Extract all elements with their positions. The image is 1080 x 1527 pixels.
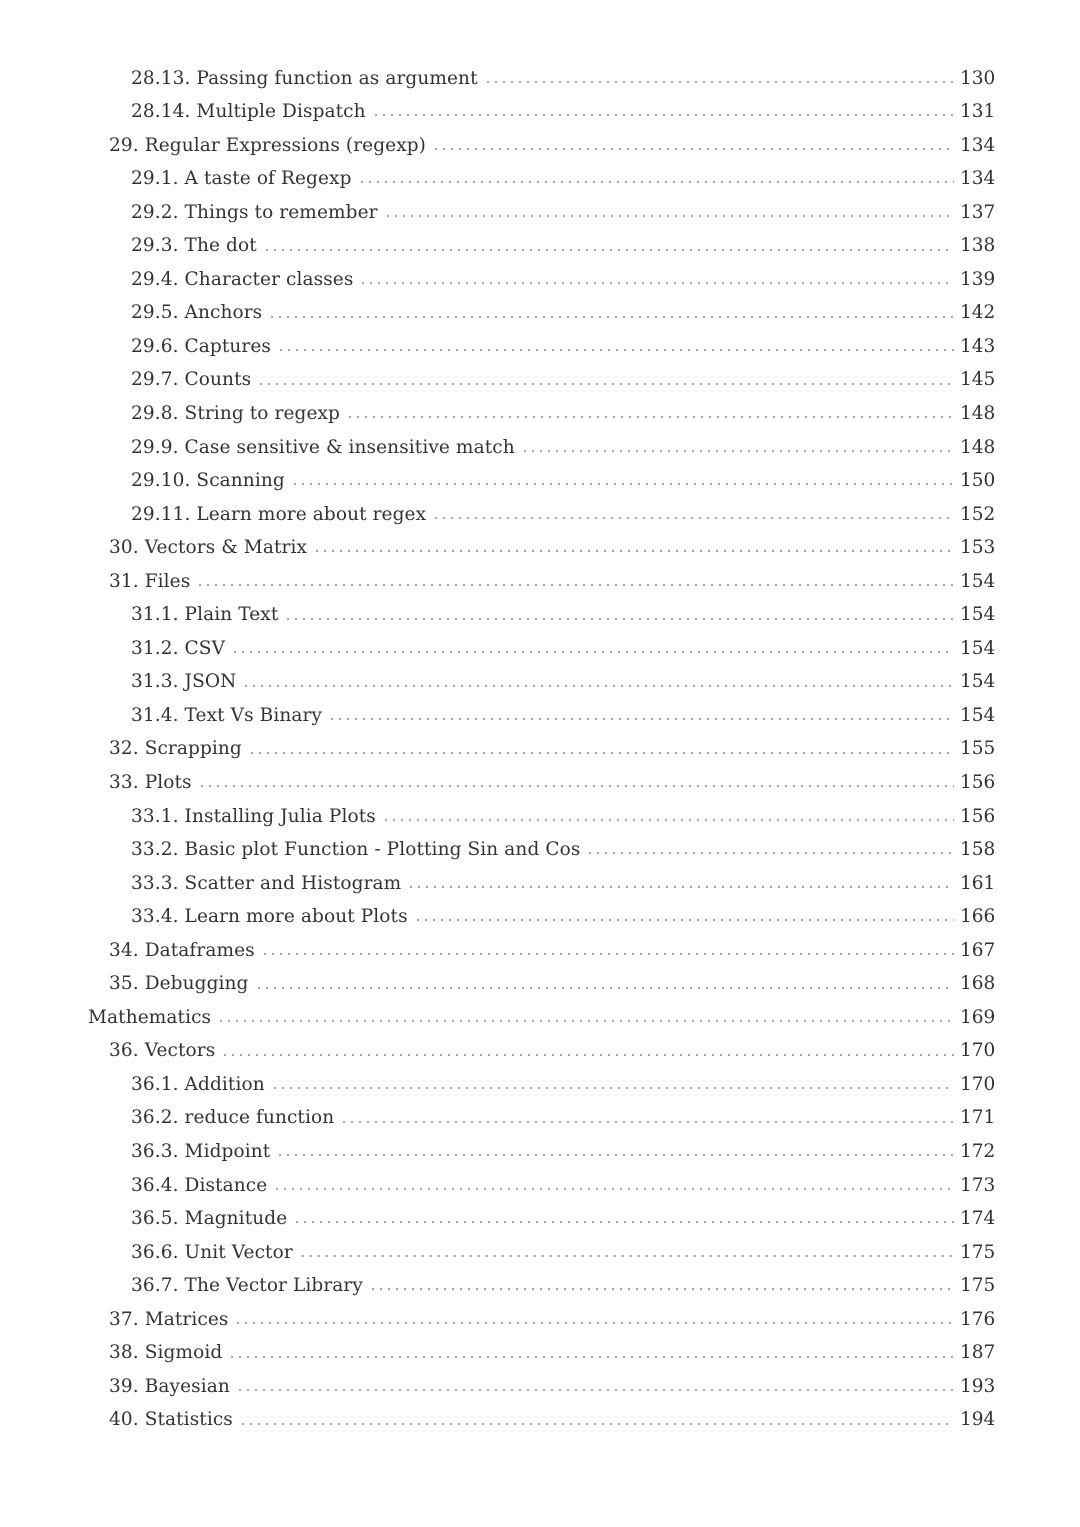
toc-entry-page-number: 169 [960, 1006, 996, 1028]
dot-leader [268, 308, 954, 326]
toc-entry[interactable] [0, 1068, 1080, 1102]
dot-leader [236, 1381, 954, 1399]
toc-entry[interactable] [0, 230, 1080, 264]
toc-entry[interactable] [0, 867, 1080, 901]
toc-entry-title: 37. Matrices [109, 1311, 234, 1330]
dot-leader [414, 911, 954, 929]
toc-entry[interactable] [0, 1136, 1080, 1170]
toc-entry[interactable] [0, 1102, 1080, 1136]
toc-entry[interactable] [0, 1236, 1080, 1270]
dot-leader [263, 241, 954, 259]
toc-entry-title: 29.6. Captures [131, 338, 277, 357]
dot-leader [372, 106, 954, 124]
dot-leader [484, 73, 954, 91]
toc-entry-title: 38. Sigmoid [109, 1344, 228, 1363]
toc-entry-page-number: 134 [960, 134, 996, 156]
toc-entry[interactable] [0, 1404, 1080, 1438]
toc-entry-page-number: 158 [960, 839, 996, 861]
toc-entry-title: 39. Bayesian [109, 1378, 236, 1397]
toc-entry[interactable] [0, 834, 1080, 868]
dot-leader [313, 542, 954, 560]
toc-entry-title: 30. Vectors & Matrix [109, 539, 313, 558]
toc-entry[interactable] [0, 699, 1080, 733]
toc-entry-title: 29.4. Character classes [131, 271, 359, 290]
toc-entry-title: 34. Dataframes [109, 942, 261, 961]
toc-entry-page-number: 153 [960, 537, 996, 559]
toc-entry-title: 33.2. Basic plot Function - Plotting Sin and Cos [131, 841, 586, 860]
toc-entry-page-number: 134 [960, 168, 996, 190]
toc-entry[interactable] [0, 263, 1080, 297]
toc-entry[interactable] [0, 196, 1080, 230]
toc-entry-title: 36.3. Midpoint [131, 1143, 276, 1162]
dot-leader [277, 341, 954, 359]
dot-leader [261, 945, 954, 963]
toc-entry-page-number: 143 [960, 335, 996, 357]
dot-leader [255, 979, 955, 997]
toc-entry-page-number: 166 [960, 906, 996, 928]
dot-leader [521, 442, 954, 460]
toc-entry-page-number: 194 [960, 1409, 996, 1431]
toc-entry[interactable] [0, 632, 1080, 666]
dot-leader [234, 1314, 954, 1332]
toc-entry-title: 31.1. Plain Text [131, 606, 284, 625]
toc-entry[interactable] [0, 934, 1080, 968]
dot-leader [382, 811, 954, 829]
toc-entry-page-number: 193 [960, 1375, 996, 1397]
toc-entry-title: 31.3. JSON [131, 673, 242, 692]
dot-leader [221, 1046, 954, 1064]
dot-leader [231, 643, 954, 661]
toc-entry-title: 31.4. Text Vs Binary [131, 707, 328, 726]
dot-leader [384, 207, 954, 225]
toc-entry-page-number: 167 [960, 939, 996, 961]
toc-entry[interactable] [0, 968, 1080, 1002]
toc-entry[interactable] [0, 766, 1080, 800]
toc-entry[interactable] [0, 1001, 1080, 1035]
toc-entry-page-number: 148 [960, 402, 996, 424]
toc-entry-page-number: 172 [960, 1141, 996, 1163]
toc-entry-page-number: 148 [960, 436, 996, 458]
toc-entry[interactable] [0, 498, 1080, 532]
toc-entry-page-number: 170 [960, 1040, 996, 1062]
toc-entry[interactable] [0, 1270, 1080, 1304]
dot-leader [228, 1348, 954, 1366]
dot-leader [407, 878, 954, 896]
toc-entry[interactable] [0, 364, 1080, 398]
toc-entry-page-number: 187 [960, 1342, 996, 1364]
toc-entry[interactable] [0, 733, 1080, 767]
toc-entry-page-number: 152 [960, 503, 996, 525]
toc-entry[interactable] [0, 330, 1080, 364]
toc-entry-page-number: 150 [960, 470, 996, 492]
toc-entry-page-number: 145 [960, 369, 996, 391]
toc-entry-title: 29.10. Scanning [131, 472, 291, 491]
toc-entry-page-number: 142 [960, 302, 996, 324]
toc-entry-title: 33. Plots [109, 774, 198, 793]
toc-entry-title: 36.6. Unit Vector [131, 1244, 299, 1263]
toc-entry[interactable] [0, 1337, 1080, 1371]
toc-entry-title: 31. Files [109, 573, 196, 592]
toc-entry-title: 29.11. Learn more about regex [131, 506, 432, 525]
toc-entry-title: 36.4. Distance [131, 1177, 273, 1196]
toc-entry[interactable] [0, 565, 1080, 599]
toc-entry[interactable] [0, 1203, 1080, 1237]
toc-entry-title: 35. Debugging [109, 975, 255, 994]
toc-entry-page-number: 176 [960, 1308, 996, 1330]
toc-entry-title: Mathematics [88, 1009, 217, 1028]
toc-entry[interactable] [0, 96, 1080, 130]
toc-entry-title: 31.2. CSV [131, 640, 231, 659]
toc-entry-page-number: 130 [960, 67, 996, 89]
toc-entry[interactable] [0, 800, 1080, 834]
dot-leader [242, 677, 954, 695]
dot-leader [358, 173, 954, 191]
toc-entry-page-number: 139 [960, 268, 996, 290]
toc-entry-title: 29.7. Counts [131, 371, 257, 390]
toc-entry-title: 33.1. Installing Julia Plots [131, 808, 382, 827]
toc-entry-title: 40. Statistics [109, 1411, 239, 1430]
dot-leader [257, 375, 954, 393]
toc-entry[interactable] [0, 666, 1080, 700]
toc-entry-page-number: 174 [960, 1208, 996, 1230]
toc-entry[interactable] [0, 599, 1080, 633]
dot-leader [271, 1079, 954, 1097]
dot-leader [248, 744, 954, 762]
toc-entry-title: 29.8. String to regexp [131, 405, 346, 424]
toc-entry-page-number: 137 [960, 201, 996, 223]
toc-entry-title: 36. Vectors [109, 1042, 221, 1061]
toc-entry[interactable] [0, 1370, 1080, 1404]
toc-entry-page-number: 155 [960, 738, 996, 760]
toc-entry-page-number: 138 [960, 235, 996, 257]
dot-leader [369, 1280, 954, 1298]
dot-leader [284, 610, 954, 628]
toc-entry-title: 36.5. Magnitude [131, 1210, 293, 1229]
dot-leader [328, 710, 954, 728]
dot-leader [359, 274, 954, 292]
toc-entry-title: 28.14. Multiple Dispatch [131, 103, 372, 122]
toc-entry-page-number: 131 [960, 101, 996, 123]
toc-entry-page-number: 175 [960, 1241, 996, 1263]
dot-leader [217, 1012, 954, 1030]
toc-entry[interactable] [0, 297, 1080, 331]
toc-entry-page-number: 156 [960, 772, 996, 793]
dot-leader [340, 1113, 954, 1131]
toc-entry-title: 32. Scrapping [109, 740, 248, 759]
dot-leader [586, 844, 954, 862]
toc-entry-title: 36.7. The Vector Library [131, 1277, 369, 1296]
toc-entry[interactable] [0, 465, 1080, 499]
dot-leader [346, 408, 954, 426]
dot-leader [432, 509, 954, 527]
toc-entry[interactable] [0, 901, 1080, 935]
toc-entry[interactable] [0, 1169, 1080, 1203]
toc-entry-page-number: 154 [960, 637, 996, 659]
toc-entry[interactable] [0, 1303, 1080, 1337]
toc-entry[interactable] [0, 1035, 1080, 1069]
toc-entry-title: 28.13. Passing function as argument [131, 70, 484, 89]
dot-leader [293, 1213, 954, 1231]
toc-entry-page-number: 154 [960, 604, 996, 626]
toc-entry-title: 33.3. Scatter and Histogram [131, 875, 407, 894]
toc-entry-page-number: 154 [960, 671, 996, 693]
toc-entry-title: 29.2. Things to remember [131, 204, 384, 223]
toc-entry-title: 36.1. Addition [131, 1076, 271, 1095]
toc-entry-title: 29.3. The dot [131, 237, 263, 256]
dot-leader [432, 140, 954, 158]
toc-entry[interactable] [0, 431, 1080, 465]
toc-entry[interactable] [0, 163, 1080, 197]
toc-entry-title: 29. Regular Expressions (regexp) [109, 137, 432, 156]
dot-leader [198, 777, 954, 795]
dot-leader [196, 576, 954, 594]
toc-entry[interactable] [0, 62, 1080, 96]
toc-entry-title: 36.2. reduce function [131, 1109, 340, 1128]
dot-leader [276, 1146, 954, 1164]
toc-entry-page-number: 173 [960, 1174, 996, 1196]
toc-entry[interactable] [0, 129, 1080, 163]
toc-entry[interactable] [0, 397, 1080, 431]
toc-entry-title: 33.4. Learn more about Plots [131, 908, 414, 927]
dot-leader [273, 1180, 954, 1198]
dot-leader [291, 475, 954, 493]
toc-entry-page-number: 168 [960, 973, 996, 995]
toc-entry-page-number: 175 [960, 1275, 996, 1297]
toc-entry-title: 29.1. A taste of Regexp [131, 170, 358, 189]
toc-entry[interactable] [0, 532, 1080, 566]
toc-entry-title: 29.9. Case sensitive & insensitive match [131, 439, 521, 458]
dot-leader [239, 1415, 954, 1433]
toc-entry-page-number: 154 [960, 704, 996, 726]
dot-leader [299, 1247, 954, 1265]
table-of-contents [0, 62, 1080, 1437]
toc-entry-page-number: 156 [960, 805, 996, 827]
toc-entry-page-number: 171 [960, 1107, 996, 1129]
toc-entry-page-number: 161 [960, 872, 996, 894]
toc-entry-page-number: 170 [960, 1073, 996, 1095]
toc-entry-title: 29.5. Anchors [131, 304, 268, 323]
toc-entry-page-number: 154 [960, 570, 996, 592]
